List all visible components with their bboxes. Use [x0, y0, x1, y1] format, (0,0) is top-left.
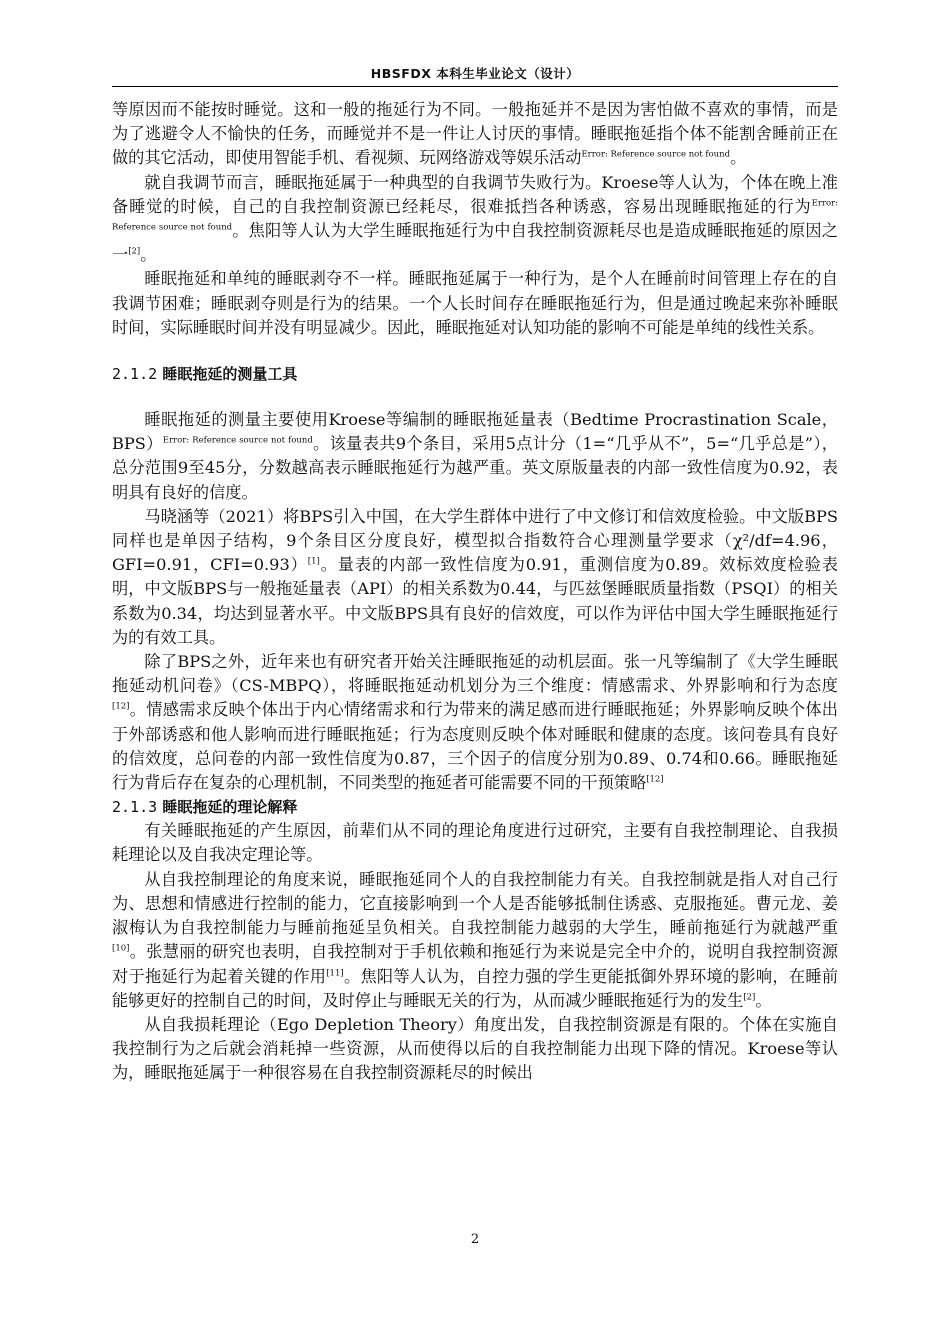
paragraph-3: 睡眠拖延和单纯的睡眠剥夺不一样。睡眠拖延属于一种行为，是个人在睡前时间管理上存在的自我调节困难；睡眠剥夺则是行为的结果。一个人长时间存在睡眠拖延行为，但是通过晚起来弥补睡眠时间，实际睡眠时间并没有明显减少。因此，睡眠拖延对认知功能的影响不可能是单纯的线性关系。 [112, 269, 838, 337]
reference-error: Error: Reference source not found [581, 150, 731, 161]
paragraph-2: 就自我调节而言，睡眠拖延属于一种典型的自我调节失败行为。Kroese等人认为，个体在晚上准备睡觉的时候，自己的自我控制资源已经耗尽，很难抵挡各种诱惑，容易出现睡眠拖延的行为$^{Error: Reference source not found}$。焦阳等人认为大学生睡眠拖延行为中自我控制资源耗尽也是造成睡眠拖延的原因之一[2]。 [112, 172, 838, 265]
page-body [112, 98, 838, 1086]
citation: [1] [307, 556, 320, 567]
paragraph-5: 马晓涵等（2021）将BPS引入中国，在大学生群体中进行了中文修订和信效度检验。中文版BPS同样也是单因子结构，9个条目区分度良好，模型拟合指数符合心理测量学要求（χ²/df=4.96，GFI=0.91，CFI=0.93）[1]。量表的内部一致性信度为0.91，重测信度为0.89。效标效度检验表明，中文版BPS与一般拖延量表（API）的相关系数为0.44，与匹兹堡睡眠质量指数（PSQI）的相关系数为0.34，均达到显著水平。中文版BPS具有良好的信效度，可以作为评估中国大学生睡眠拖延行为的有效工具。 [112, 506, 838, 647]
citation: [12] [646, 774, 664, 785]
paragraph-7: 有关睡眠拖延的产生原因，前辈们从不同的理论角度进行过研究，主要有自我控制理论、自我损耗理论以及自我决定理论等。 [112, 821, 838, 865]
section-number: 2.1.3 [112, 798, 158, 817]
section-title: 睡眠拖延的理论解释 [162, 798, 298, 817]
header-divider [112, 86, 838, 87]
reference-error: Error: Reference source not found [162, 435, 313, 446]
section-title: 睡眠拖延的测量工具 [162, 365, 298, 384]
paragraph-8: 从自我控制理论的角度来说，睡眠拖延同个人的自我控制能力有关。自我控制就是指人对自己行为、思想和情感进行控制的能力，它直接影响到一个人是否能够抵制住诱惑、克服拖延。曹元龙、姜淑梅认为自我控制能力与睡前拖延呈负相关。自我控制能力越弱的大学生，睡前拖延行为就越严重[10]。张慧丽的研究也表明，自我控制对于手机依赖和拖延行为来说是完全中介的，说明自我控制资源对于拖延行为起着关键的作用[11]。焦阳等人认为，自控力强的学生更能抵御外界环境的影响，在睡前能够更好的控制自己的时间，及时停止与睡眠无关的行为，从而减少睡眠拖延行为的发生[2]。 [112, 869, 839, 1010]
paragraph-4: 睡眠拖延的测量主要使用Kroese等编制的睡眠拖延量表（Bedtime Procrastination Scale，BPS）$^{Error: Reference source not found}$。该量表共9个条目，采用5点计分（1=“几乎从不”，5=“几乎总是”），总分范围9至45分，分数越高表示睡眠拖延行为越严重。英文原版量表的内部一致性信度为0.92，表明具有良好的信度。 [112, 410, 838, 502]
paragraph-1: 等原因而不能按时睡觉。这和一般的拖延行为不同。一般拖延并不是因为害怕做不喜欢的事情，而是为了逃避令人不愉快的任务，而睡觉并不是一件让人讨厌的事情。睡眠拖延指个体不能割舍睡前正在做的其它活动，即使用智能手机、看视频、玩网络游戏等娱乐活动$^{Error: Reference source not found}$。 [112, 100, 838, 168]
citation: [2] [128, 246, 141, 257]
section-heading-2-1-2 [112, 362, 838, 386]
section-heading-2-1-3 [112, 795, 838, 819]
paragraph-9: 从自我损耗理论（Ego Depletion Theory）角度出发，自我控制资源是有限的。个体在实施自我控制行为之后就会消耗掉一些资源，从而使得以后的自我控制能力出现下降的情况。Kroese等认为，睡眠拖延属于一种很容易在自我控制资源耗尽的时候出 [112, 1014, 838, 1083]
citation: [11] [326, 968, 344, 979]
citation: [10] [112, 943, 130, 954]
citation: [12] [112, 702, 130, 713]
reference-error: Error: Reference source not found [112, 198, 838, 233]
paragraph-6: 除了BPS之外，近年来也有研究者开始关注睡眠拖延的动机层面。张一凡等编制了《大学生睡眠拖延动机问卷》（CS-MBPQ），将睡眠拖延动机划分为三个维度：情感需求、外界影响和行为态度[12]。情感需求反映个体出于内心情绪需求和行为带来的满足感而进行睡眠拖延；外界影响反映个体出于外部诱惑和他人影响而进行睡眠拖延；行为态度则反映个体对睡眠和健康的态度。该问卷具有良好的信效度，总问卷的内部一致性信度为0.87，三个因子的信度分别为0.89、0.74和0.66。睡眠拖延行为背后存在复杂的心理机制，不同类型的拖延者可能需要不同的干预策略[12] [112, 652, 838, 793]
section-number: 2.1.2 [112, 365, 158, 384]
citation: [2] [743, 992, 756, 1003]
page-header: HBSFDX 本科生毕业论文（设计） [370, 66, 580, 81]
page-number: 2 [470, 1232, 480, 1247]
